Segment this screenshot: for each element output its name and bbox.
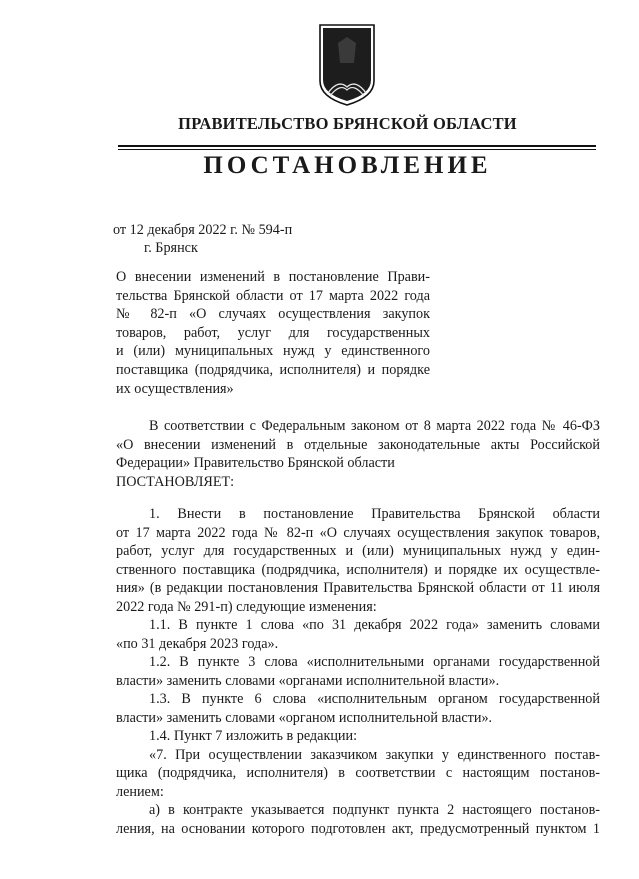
resolution-body	[116, 505, 600, 838]
subject-line: их осуществления»	[116, 380, 234, 397]
document-subject	[116, 268, 430, 398]
body-line: «7. При осуществлении заказчиком закупки у единственного постав-	[149, 746, 600, 763]
subject-line: и (или) муниципальных нужд у единственного	[116, 343, 430, 360]
government-title: ПРАВИТЕЛЬСТВО БРЯНСКОЙ ОБЛАСТИ	[178, 114, 517, 133]
body-line: «по 31 декабря 2023 года».	[116, 635, 279, 652]
preamble-line: В соответствии с Федеральным законом от 8 марта 2022 года № 46-ФЗ	[149, 418, 600, 434]
body-line: ления, на основании которого подготовлен акт, предусмотренный пунктом 1	[116, 820, 600, 837]
subject-line: О внесении изменений в постановление Прави-	[116, 269, 430, 285]
body-line: лением:	[116, 783, 164, 800]
body-line: 1.3. В пункте 6 слова «исполнительным органом государственной	[149, 691, 600, 707]
resolves-word: ПОСТАНОВЛЯЕТ:	[116, 473, 235, 490]
subject-line: № 82-п «О случаях осуществления закупок	[116, 306, 430, 323]
body-line: а) в контракте указывается подпункт пункта 2 настоящего постанов-	[149, 802, 600, 818]
body-line: щика (подрядчика, исполнителя) в соответствии с настоящим постанов-	[116, 765, 600, 781]
subject-line: поставщика (подрядчика, исполнителя) и порядке	[116, 361, 430, 378]
body-line: 1. Внести в постановление Правительства Брянской области	[149, 506, 600, 522]
preamble-line: «О внесении изменений в отдельные законодательные акты Российской	[116, 436, 600, 453]
header-rule-thin	[118, 149, 596, 150]
city: г. Брянск	[144, 240, 198, 256]
header-rule-thick	[118, 145, 596, 147]
subject-line: тельства Брянской области от 17 марта 2022 года	[116, 287, 430, 304]
body-line: 1.2. В пункте 3 слова «исполнительными органами государственной	[149, 654, 600, 670]
body-line: власти» заменить словами «органом исполнительной власти».	[116, 709, 493, 726]
preamble	[116, 417, 600, 491]
preamble-line: Федерации» Правительство Брянской области	[116, 455, 395, 471]
date-and-number: от 12 декабря 2022 г. № 594-п	[113, 222, 293, 238]
body-line: власти» заменить словами «органами исполнительной власти».	[116, 672, 500, 689]
subject-line: товаров, работ, услуг для государственных	[116, 324, 430, 341]
body-line: 2022 года № 291-п) следующие изменения:	[116, 598, 377, 615]
document-type: ПОСТАНОВЛЕНИЕ	[203, 152, 492, 179]
body-line: 1.4. Пункт 7 изложить в редакции:	[149, 728, 358, 744]
body-line: ственного поставщика (подрядчика, исполнителя) и порядке их осуществле-	[116, 561, 600, 578]
body-line: от 17 марта 2022 года № 82-п «О случаях осуществления закупок товаров,	[116, 524, 600, 541]
coat-of-arms-icon	[318, 23, 376, 107]
body-line: ния» (в редакции постановления Правительства Брянской области от 11 июля	[116, 580, 600, 596]
body-line: 1.1. В пункте 1 слова «по 31 декабря 2022 года» заменить словами	[149, 617, 600, 633]
body-line: работ, услуг для государственных и (или) муниципальных нужд у един-	[116, 543, 600, 559]
